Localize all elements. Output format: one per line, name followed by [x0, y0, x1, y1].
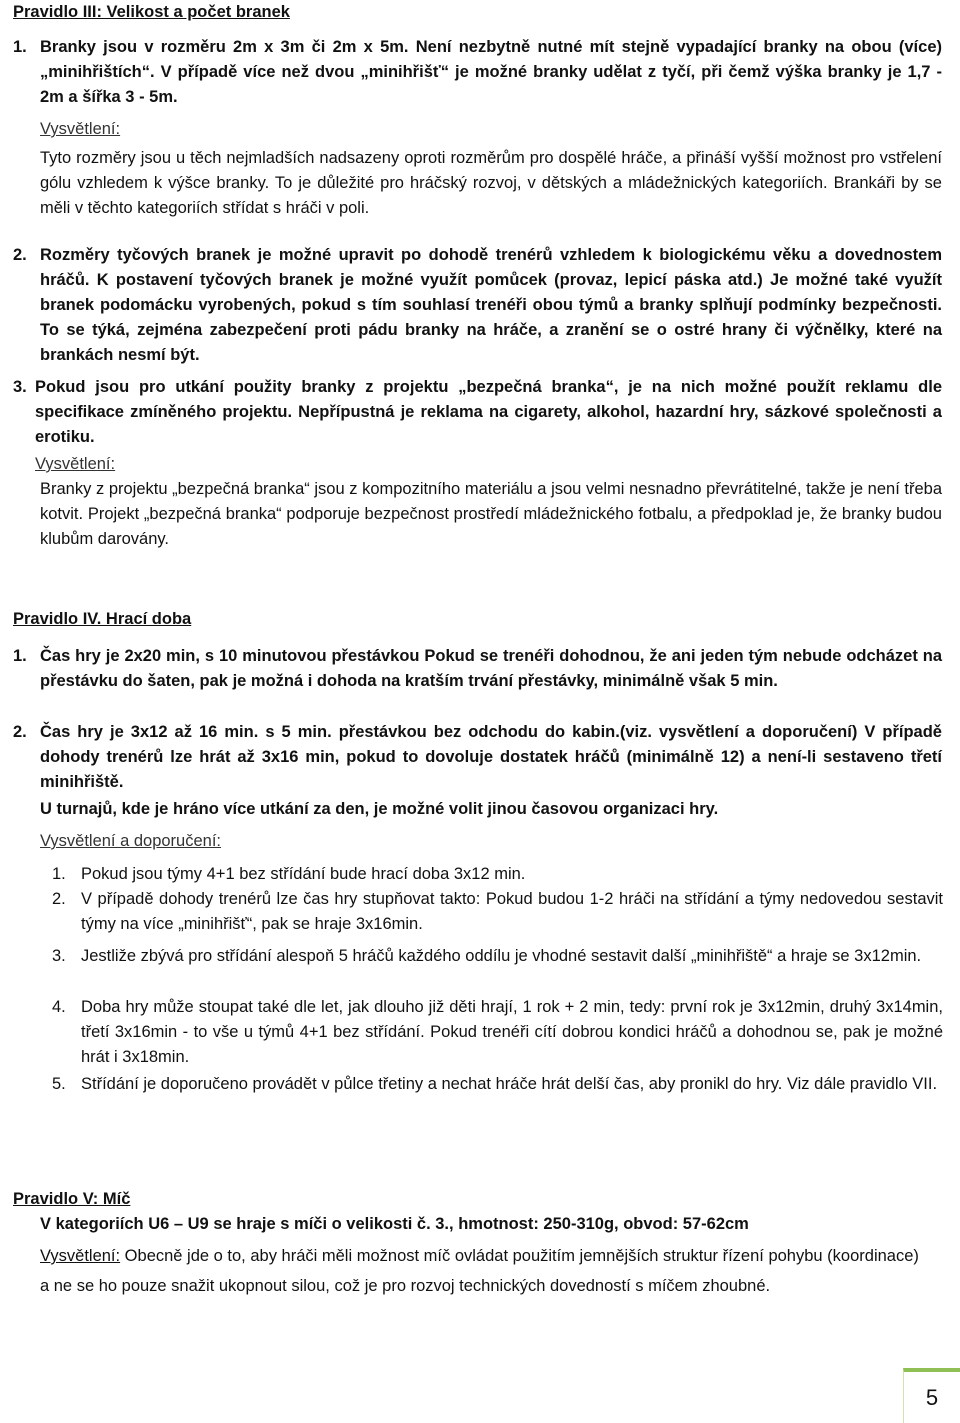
- page-number-box: [903, 1368, 960, 1423]
- recommendation-number: 2.: [52, 890, 66, 908]
- rule3-item1-explanation-label: Vysvětlení:: [40, 120, 121, 138]
- rule3-item2-text: Rozměry tyčových branek je možné upravit po dohodě trenérů vzhledem k biologickému věku a dovednostem hráčů. K postavení tyčových branek je možné využít pomůcek (provaz, lepicí páska atd.) Je možné také využít branek podomácku vyrobených, pokud s tím souhlasí trenéři obou týmů a branky splňují podmínky bezpečnosti. To se týká, zejména zabezpečení proti pádu branky na hráče, a zranění se o ostré hrany či výčnělky, které na brankách nesmí být.: [40, 246, 942, 364]
- recommendation-number: 5.: [52, 1075, 66, 1093]
- rule5-explanation: [40, 1241, 920, 1301]
- recommendation-number: 3.: [52, 947, 66, 965]
- rule3-item3-explanation-text: Branky z projektu „bezpečná branka“ jsou z kompozitního materiálu a jsou velmi nesnadno převrátitelné, takže je není třeba kotvit. Projekt „bezpečná branka“ podporuje bezpečnost prostředí mládežnického fotbalu, a předpoklad je, že branky budou klubům darovány.: [40, 480, 942, 548]
- rule4-item2-number: 2.: [13, 723, 27, 741]
- recommendation-text: Střídání je doporučeno provádět v půlce třetiny a nechat hráče hrát delší čas, aby pronikl do hry. Viz dále pravidlo VII.: [81, 1075, 938, 1093]
- rule5-text: V kategoriích U6 – U9 se hraje s míči o velikosti č. 3., hmotnost: 250-310g, obvod: 57-62cm: [40, 1215, 749, 1233]
- rule3-item2-number: 2.: [13, 246, 27, 264]
- recommendation-text: Doba hry může stoupat také dle let, jak dlouho již děti hrají, 1 rok + 2 min, tedy: první rok je 3x12min, druhý 3x14min, třetí 3x16min - to vše u týmů 4+1 bez střídání. Pokud trenéři cítí dobrou kondici hráčů a dohodnou se, pak je možné hrát i 3x18min.: [81, 998, 943, 1066]
- recommendation-number: 4.: [52, 998, 66, 1016]
- rule4-item1-text: Čas hry je 2x20 min, s 10 minutovou přestávkou Pokud se trenéři dohodnou, že ani jeden tým nebude odcházet na přestávku do šaten, pak je možná i dohoda na kratším trvání přestávky, minimálně však 5 min.: [40, 647, 942, 690]
- rule4-item2-extra: U turnajů, kde je hráno více utkání za den, je možné volit jinou časovou organizaci hry.: [40, 800, 719, 818]
- rule3-item1-explanation-text: Tyto rozměry jsou u těch nejmladších nadsazeny oproti rozměrům pro dospělé hráče, a přináší vyšší možnost pro vstřelení gólu vzhledem k výšce branky. To je důležité pro hráčský rozvoj, v dětských a mládežnických kategoriích. Brankáři by se měli v těchto kategoriích střídat s hráči v poli.: [40, 149, 942, 217]
- rule3-item3-explanation-label: Vysvětlení:: [35, 455, 116, 473]
- rule3-item1-number: 1.: [13, 38, 27, 56]
- rule4-heading: Pravidlo IV. Hrací doba: [13, 610, 192, 628]
- rule3-item1-text: Branky jsou v rozměru 2m x 3m či 2m x 5m. Není nezbytně nutné mít stejně vypadající branky na obou (více) „minihřištích“. V případě více než dvou „minihřišť“ je možné branky udělat z tyčí, při čemž výška branky je 1,7 - 2m a šířka 3 - 5m.: [40, 38, 942, 106]
- rule4-recommendations-label: Vysvětlení a doporučení:: [40, 832, 222, 850]
- recommendation-number: 1.: [52, 865, 66, 883]
- rule3-heading: Pravidlo III: Velikost a počet branek: [13, 3, 290, 21]
- rule5-explanation-text: Obecně jde o to, aby hráči měli možnost míč ovládat použitím jemnějších struktur řízení pohybu (koordinace) a ne se ho pouze snažit ukopnout silou, což je pro rozvoj technických dovedností s míčem zhoubné.: [40, 1247, 919, 1295]
- recommendation-text: V případě dohody trenérů lze čas hry stupňovat takto: Pokud budou 1-2 hráči na střídání a týmy nedovedou sestavit týmy na více „minihřišť“, pak se hraje 3x16min.: [81, 890, 943, 933]
- recommendation-text: Jestliže zbývá pro střídání alespoň 5 hráčů každého oddílu je vhodné sestavit další „minihřiště“ a hraje se 3x12min.: [81, 947, 922, 965]
- recommendation-text: Pokud jsou týmy 4+1 bez střídání bude hrací doba 3x12 min.: [81, 865, 526, 883]
- rule3-item3-text: Pokud jsou pro utkání použity branky z projektu „bezpečná branka“, je na nich možné použít reklamu dle specifikace zmíněného projektu. Nepřípustná je reklama na cigarety, alkohol, hazardní hry, sázkové společnosti a erotiku.: [35, 378, 942, 446]
- rule3-item3-number: 3.: [13, 378, 27, 396]
- page-number: 5: [925, 1385, 939, 1410]
- rule4-item1-number: 1.: [13, 647, 27, 665]
- rule5-heading: Pravidlo V: Míč: [13, 1190, 131, 1208]
- rule4-item2-text: Čas hry je 3x12 až 16 min. s 5 min. přestávkou bez odchodu do kabin.(viz. vysvětlení a doporučení) V případě dohody trenérů lze hrát až 3x16 min, pokud to dovoluje dostatek hráčů (minimálně 12) a není-li sestaveno třetí minihřiště.: [40, 723, 942, 791]
- rule5-explanation-label: Vysvětlení:: [40, 1247, 121, 1265]
